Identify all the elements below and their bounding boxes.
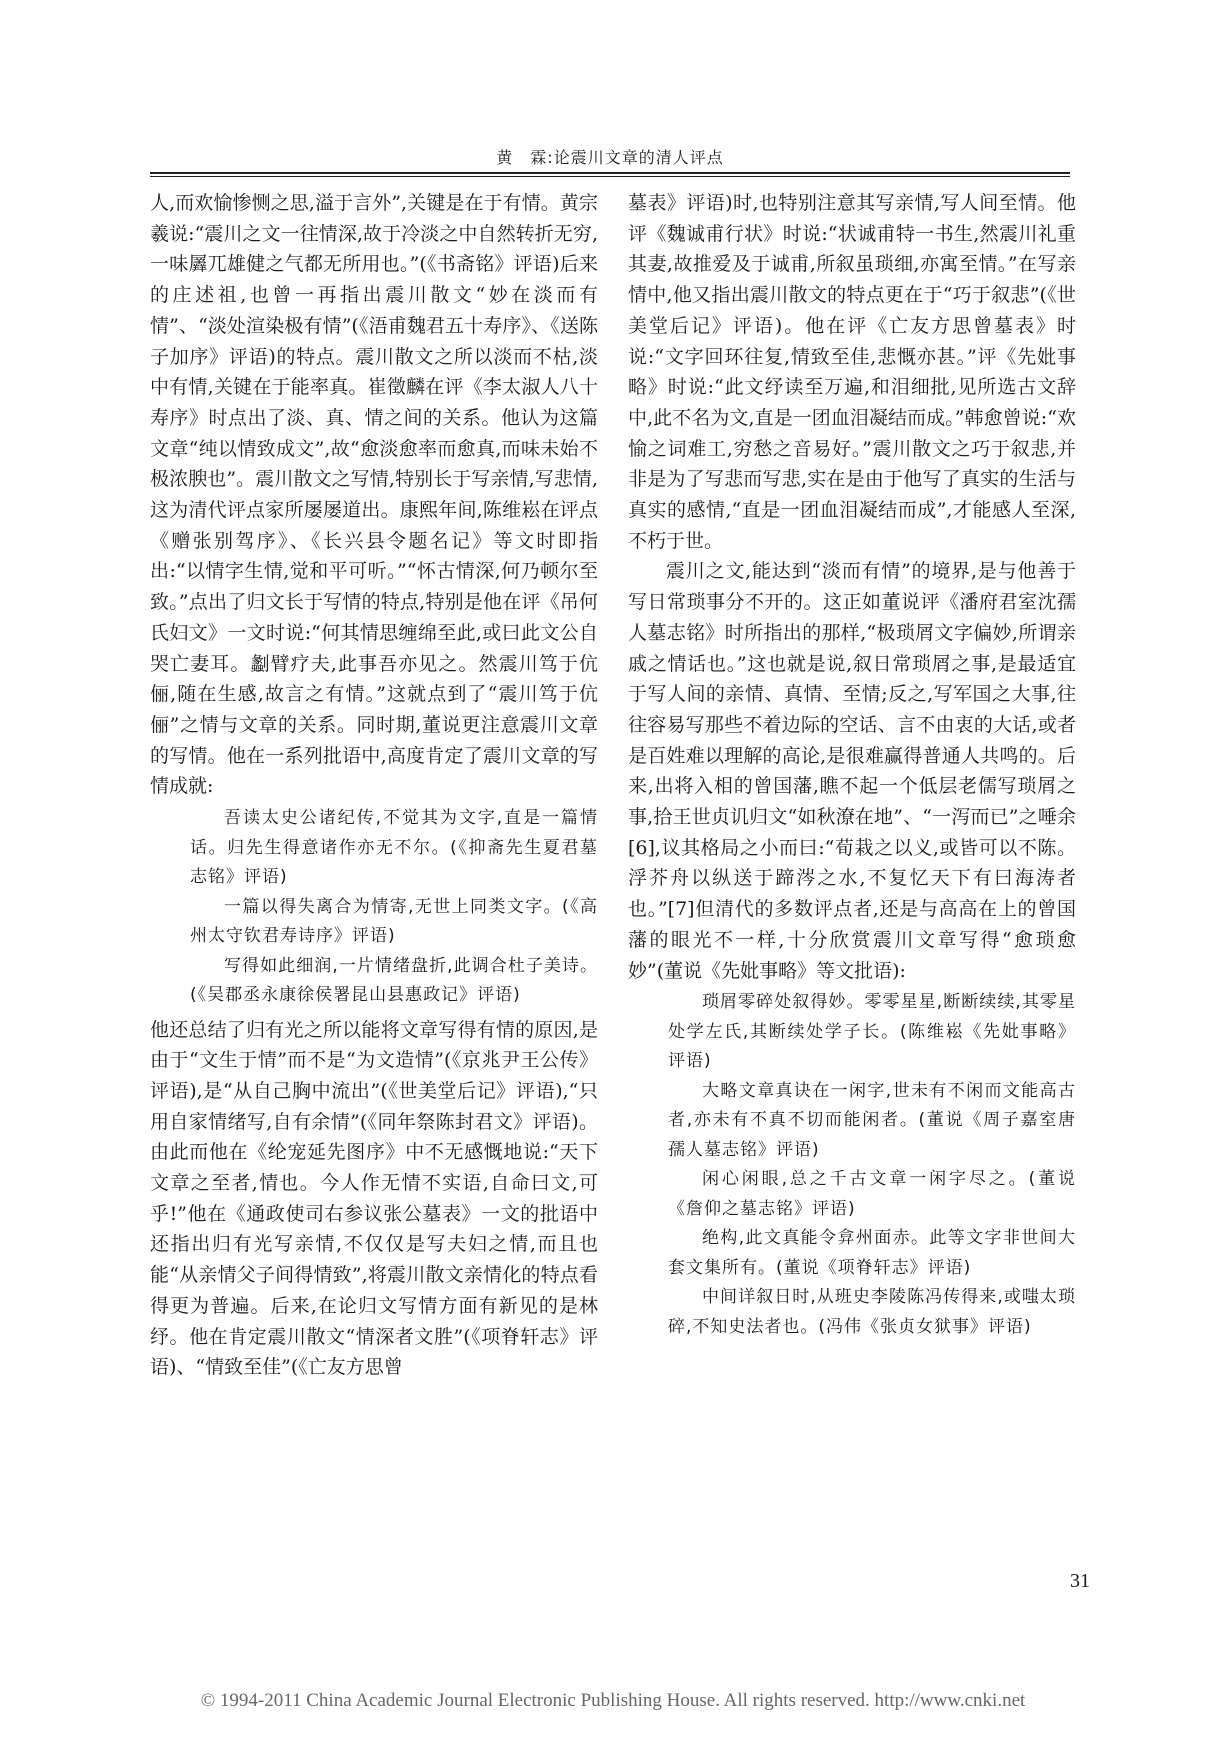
body-paragraph: 墓表》评语)时,也特别注意其写亲情,写人间至情。他评《魏诚甫行状》时说:“状诚甫特一书生,然震川礼重其妻,故推爱及于诚甫,所叙虽琐细,亦寓至情。”在写亲情中,他又指出震川散文的特点更在于“巧于叙悲”(《世美堂后记》评语)。他在评《亡友方思曾墓表》时说:“文字回环往复,情致至佳,悲慨亦甚。”评《先妣事略》时说:“此文纾读至万遍,和泪细批,见所选古文辞中,此不名为文,直是一团血泪凝结而成。”韩愈曾说:“欢愉之词难工,穷愁之音易好。”震川散文之巧于叙悲,并非是为了写悲而写悲,实在是由于他写了真实的生活与真实的感情,“直是一团血泪凝结而成”,才能感人至深,不朽于世。 [628, 192, 1076, 552]
quote-item: 绝构,此文真能令弇州面赤。此等文字非世间大套文集所有。(董说《项脊轩志》评语) [668, 1228, 1076, 1278]
header-rule-thick [150, 172, 1070, 174]
quote-item: 中间详叙日时,从班史李陵陈冯传得来,或嗤太琐碎,不知史法者也。(冯伟《张贞女狱事》评语) [668, 1287, 1076, 1337]
block-quote [150, 804, 598, 1011]
quote-item: 一篇以得失离合为情寄,无世上同类文字。(《高州太守钦君寿诗序》评语) [190, 896, 598, 947]
quote-item: 吾读太史公诸纪传,不觉其为文字,直是一篇情话。归先生得意诸作亦无不尔。(《抑斋先生夏君墓志铭》评语) [190, 808, 598, 888]
body-paragraph: 震川之文,能达到“淡而有情”的境界,是与他善于写日常琐事分不开的。这正如董说评《潘府君室沈孺人墓志铭》时所指出的那样,“极琐屑文字偏妙,所谓亲戚之情话也。”这也就是说,叙日常琐屑之事,是最适宜于写人间的亲情、真情、至情;反之,写军国之大事,往往容易写那些不着边际的空话、言不由衷的大话,或者是百姓难以理解的高论,是很难赢得普通人共鸣的。后来,出将入相的曾国藩,瞧不起一个低层老儒写琐屑之事,拾王世贞讥归文“如秋潦在地”、“一泻而已”之唾余[6],议其格局之小而曰:“荀栽之以义,或皆可以不陈。浮芥舟以纵送于蹄涔之水,不复忆天下有曰海涛者也。”[7]但清代的多数评点者,还是与高高在上的曾国藩的眼光不一样,十分欣赏震川文章写得“愈琐愈妙”(董说《先妣事略》等文批语): [628, 560, 1076, 982]
block-quote [628, 988, 1076, 1342]
body-paragraph: 人,而欢愉惨恻之思,溢于言外”,关键是在于有情。黄宗羲说:“震川之文一往情深,故于冷淡之中自然转折无穷,一味羼兀雄健之气都无所用也。”(《书斋铭》评语)后来的庄述祖,也曾一再指出震川散文“妙在淡而有情”、“淡处渲染极有情”(《浯甫魏君五十寿序》、《送陈子加序》评语)的特点。震川散文之所以淡而不枯,淡中有情,关键在于能率真。崔徵麟在评《李太淑人八十寿序》时点出了淡、真、情之间的关系。他认为这篇文章“纯以情致成文”,故“愈淡愈率而愈真,而味未始不极浓腴也”。震川散文之写情,特别长于写亲情,写悲情,这为清代评点家所屡屡道出。康熙年间,陈维崧在评点《赠张别驾序》、《长兴县令题名记》等文时即指出:“以情字生情,觉和平可听。”“怀古情深,何乃顿尔至致。”点出了归文长于写情的特点,特别是他在评《吊何氏妇文》一文时说:“何其情思缠绵至此,或曰此文公自哭亡妻耳。劙臂疗夫,此事吾亦见之。然震川笃于伉俪,随在生感,故言之有情。”这就点到了“震川笃于伉俪”之情与文章的关系。同时期,董说更注意震川文章的写情。他在一系列批语中,高度肯定了震川文章的写情成就: [150, 192, 598, 798]
page-number: 31 [1070, 1570, 1090, 1592]
left-column [150, 188, 598, 1383]
quote-item: 大略文章真诀在一闲字,世未有不闲而文能高古者,亦未有不真不切而能闲者。(董说《周子嘉室唐孺人墓志铭》评语) [668, 1080, 1076, 1160]
body-paragraph: 他还总结了归有光之所以能将文章写得有情的原因,是由于“文生于情”而不是“为文造情”(《京兆尹王公传》评语),是“从自己胸中流出”(《世美堂后记》评语),“只用自家情绪写,自有余情”(《同年祭陈封君文》评语)。由此而他在《纶宠延先图序》中不无感慨地说:“天下文章之至者,情也。今人作无情不实语,自命曰文,可乎!”他在《通政使司右参议张公墓表》一文的批语中还指出归有光写亲情,不仅仅是写夫妇之情,而且也能“从亲情父子间得情致”,将震川散文亲情化的特点看得更为普遍。后来,在论归文写情方面有新见的是林纾。他在肯定震川散文“情深者文胜”(《项脊轩志》评语)、“情致至佳”(《亡友方思曾 [150, 1018, 598, 1379]
right-column [628, 188, 1076, 1346]
running-header: 黄 霖:论震川文章的清人评点 [496, 148, 724, 167]
copyright-footer: © 1994-2011 China Academic Journal Electronic Publishing House. All rights reserved. http://www.cnki.net [200, 1690, 1026, 1711]
quote-item: 琐屑零碎处叙得妙。零零星星,断断续续,其零星处学左氏,其断续处学子长。(陈维崧《先妣事略》评语) [668, 992, 1076, 1072]
header-rule-thin [150, 176, 1070, 177]
quote-item: 写得如此细润,一片情绪盘折,此调合杜子美诗。(《吴郡丞永康徐侯署昆山县惠政记》评语) [190, 955, 598, 1006]
quote-item: 闲心闲眼,总之千古文章一闲字尽之。(董说《詹仰之墓志铭》评语) [668, 1169, 1076, 1219]
